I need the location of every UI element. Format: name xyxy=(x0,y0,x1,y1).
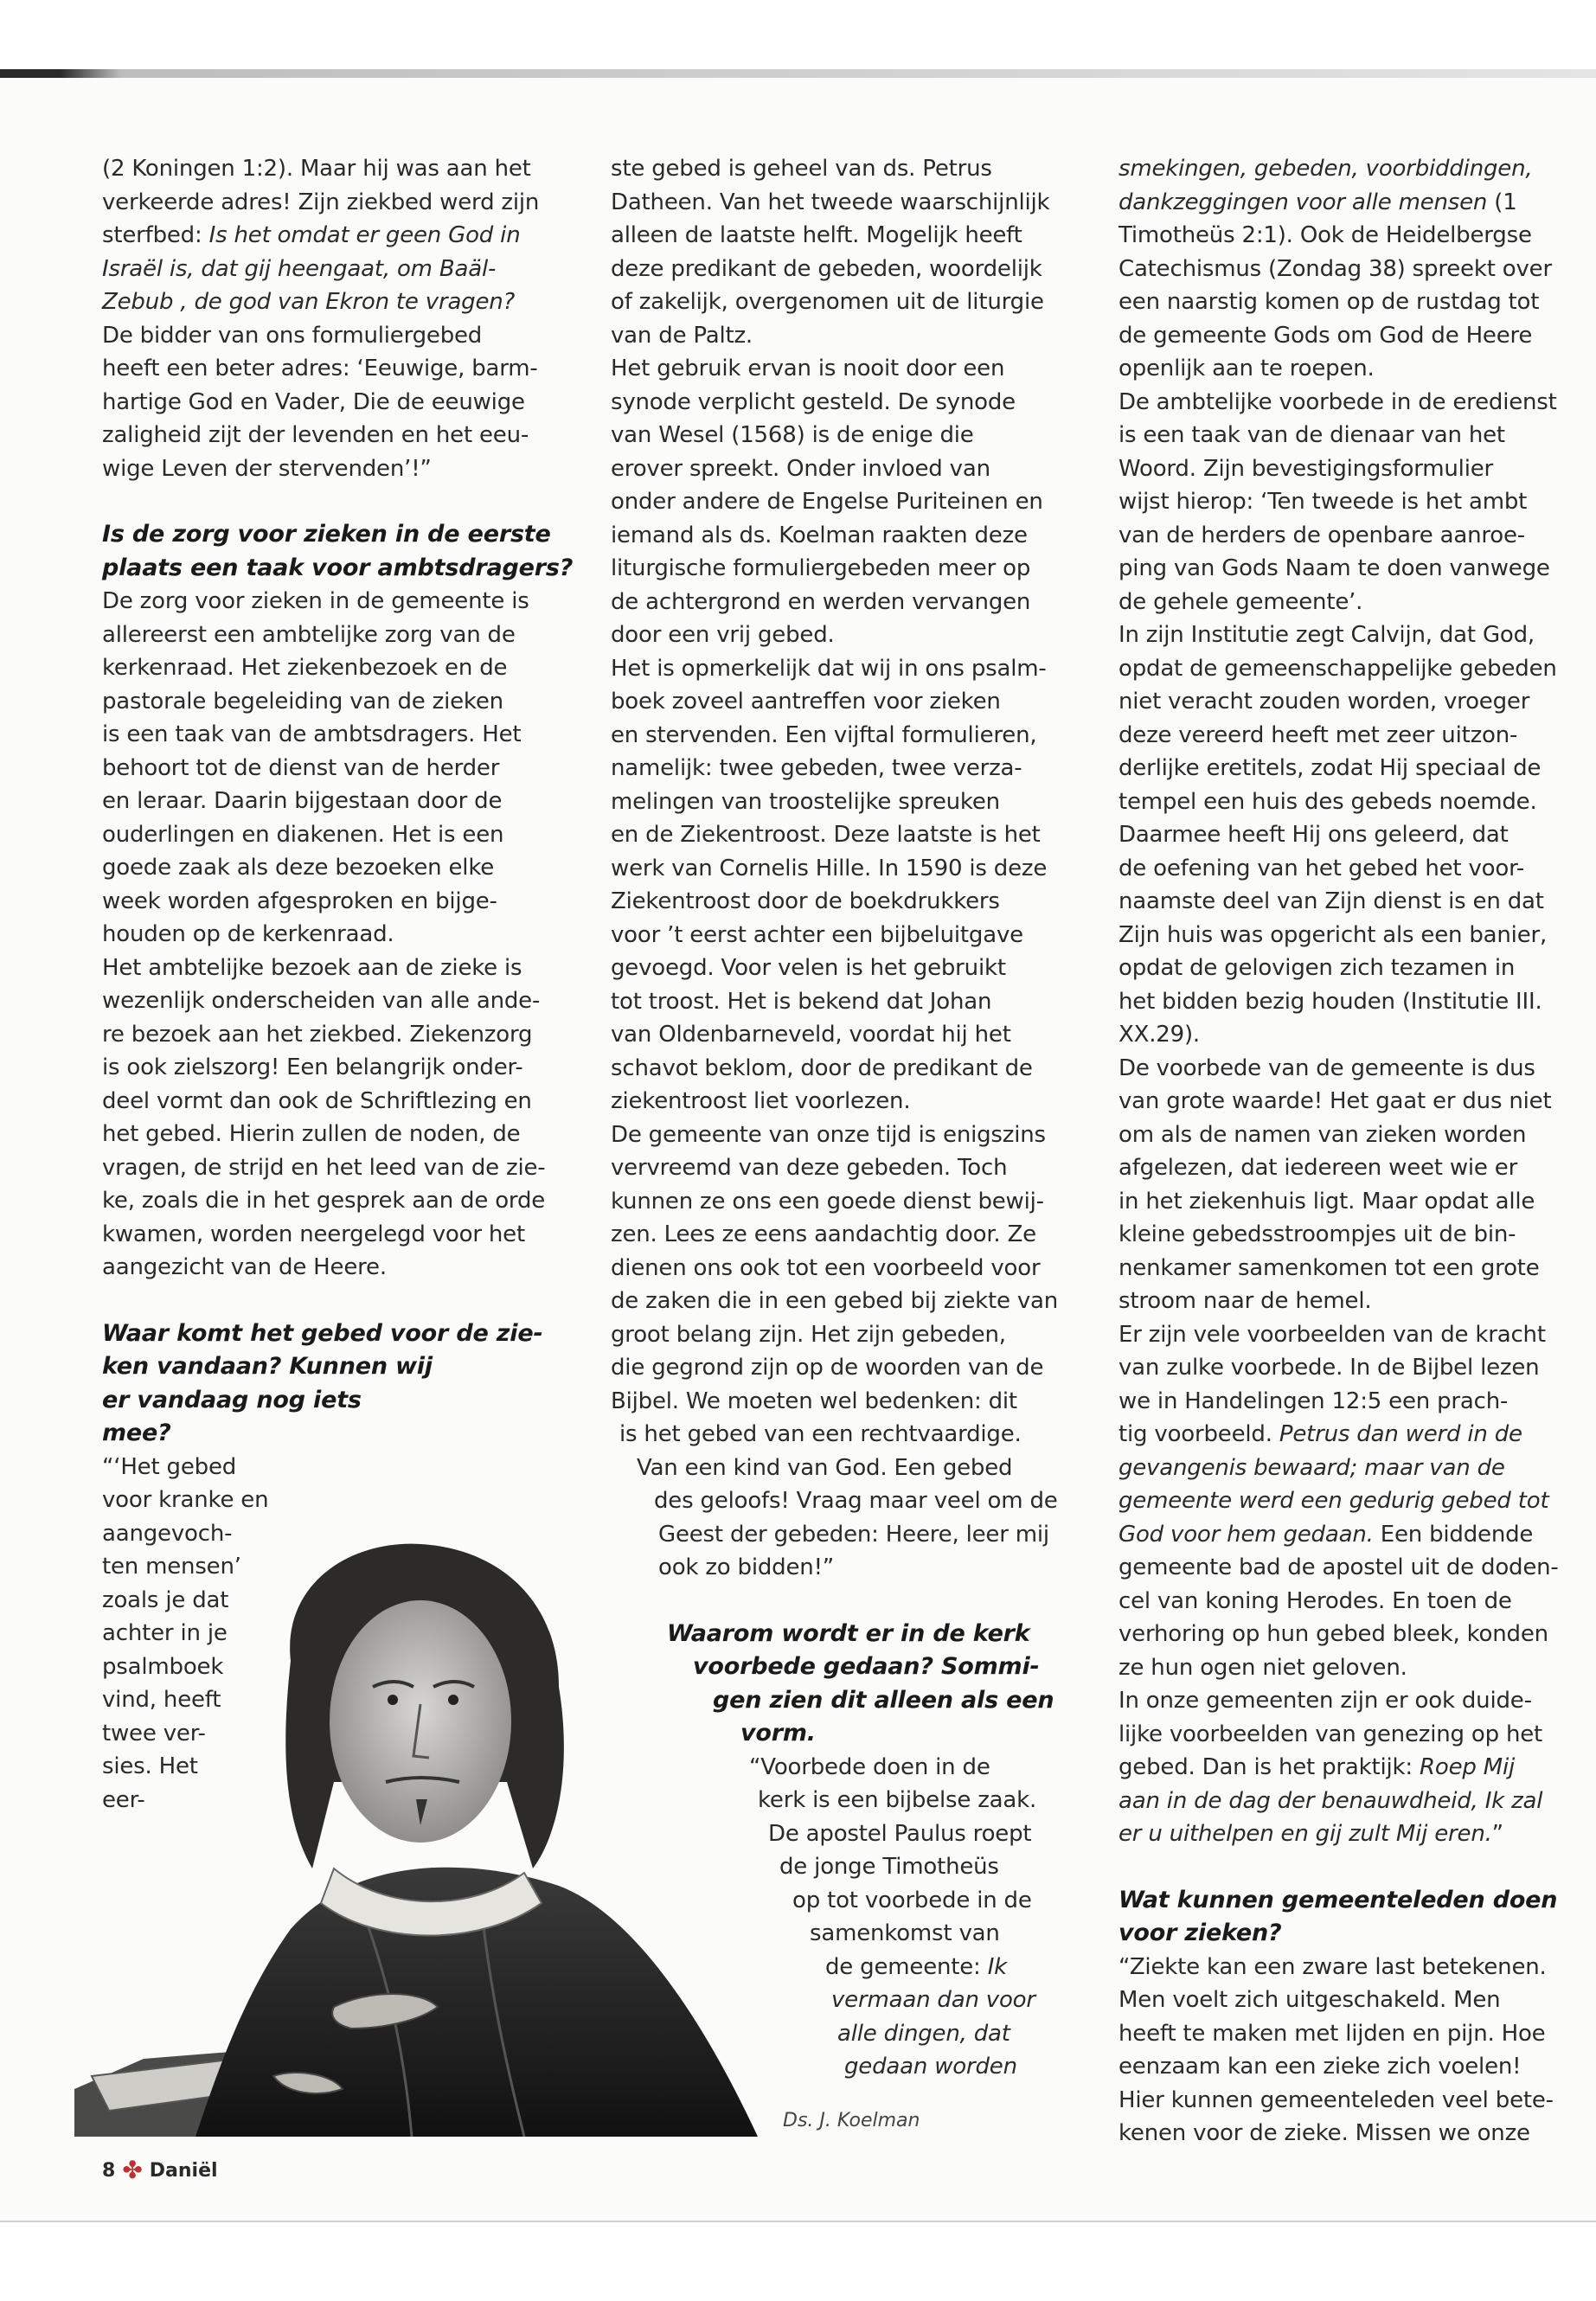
text-line: om als de namen van zieken worden xyxy=(1118,1121,1527,1148)
text-line: gevoegd. Voor velen is het gebruikt xyxy=(611,955,1006,981)
text-line: De gemeente van onze tijd is enigszins xyxy=(611,1121,1046,1148)
text-line: ke, zoals die in het gesprek aan de orde xyxy=(102,1188,546,1214)
text-line: Bijbel. We moeten wel bedenken: dit xyxy=(611,1388,1017,1414)
text-line: gemeente bad de apostel uit de doden- xyxy=(1118,1554,1559,1580)
text-line: deel vormt dan ook de Schriftlezing en xyxy=(102,1087,532,1114)
text-line: van Wesel (1568) is de enige die xyxy=(611,422,974,448)
text-line: voor kranke en xyxy=(102,1487,269,1513)
text-line: alleen de laatste helft. Mogelijk heeft xyxy=(611,222,1022,248)
text-line: vervreemd van deze gebeden. Toch xyxy=(611,1155,1008,1181)
text-line: Het ambtelijke bezoek aan de zieke is xyxy=(102,954,522,981)
text-line: hartige God en Vader, Die de eeuwige xyxy=(102,388,525,415)
text-line: ten mensen’ xyxy=(102,1554,241,1580)
text-line: werk van Cornelis Hille. In 1590 is deze xyxy=(611,855,1048,881)
text-line: het bidden bezig houden (Institutie III. xyxy=(1118,988,1542,1015)
text-line: re bezoek aan het ziekbed. Ziekenzorg xyxy=(102,1021,533,1048)
text-line: aangezicht van de Heere. xyxy=(102,1254,387,1280)
text-line: zen. Lees ze eens aandachtig door. Ze xyxy=(611,1221,1036,1247)
text-line: of zakelijk, overgenomen uit de liturgie xyxy=(611,289,1044,315)
text-line: gedaan worden xyxy=(844,2054,1017,2080)
text-line: schavot beklom, door de predikant de xyxy=(611,1054,1033,1081)
text-line: kenen voor de zieke. Missen we onze xyxy=(1118,2120,1530,2146)
text-line: is ook zielszorg! Een belangrijk onder- xyxy=(102,1054,523,1080)
text-line: wezenlijk onderscheiden van alle ande- xyxy=(102,988,541,1014)
text-line: de achtergrond en werden vervangen xyxy=(611,588,1031,615)
text-line: is het gebed van een rechtvaardige. xyxy=(619,1421,1022,1447)
text-line: kerk is een bijbelse zaak. xyxy=(758,1787,1037,1813)
text-line: (2 Koningen 1:2). Maar hij was aan het xyxy=(102,156,531,182)
column-3 xyxy=(1118,152,1568,2150)
text-line: ouderlingen en diakenen. Het is een xyxy=(102,821,504,848)
text-line: cel van koning Herodes. En toen de xyxy=(1118,1587,1512,1614)
text-line: groot belang zijn. Het zijn gebeden, xyxy=(611,1321,1006,1348)
magazine-name: Daniël xyxy=(149,2159,218,2182)
text-line: melingen van troostelijke spreuken xyxy=(611,788,1000,815)
text-line: gevangenis bewaard; maar van de xyxy=(1118,1454,1505,1481)
text-line: erover spreekt. Onder invloed van xyxy=(611,455,990,482)
text-line: “Ziekte kan een zware last betekenen. xyxy=(1118,1953,1547,1980)
text-line: heeft een beter adres: ‘Eeuwige, barm- xyxy=(102,356,538,381)
text-line: dienen ons ook tot een voorbeeld voor xyxy=(611,1254,1041,1281)
text-line: De zorg voor zieken in de gemeente is xyxy=(102,588,529,614)
text-line: opdat de gelovigen zich tezamen in xyxy=(1118,955,1516,981)
text-line: alle dingen, dat xyxy=(837,2020,1010,2047)
text-line: wijst hierop: ‘Ten tweede is het ambt xyxy=(1118,489,1528,515)
text-line: Zebub , de god van Ekron te vragen? xyxy=(102,289,516,315)
text-line: In zijn Institutie zegt Calvijn, dat God, xyxy=(1118,622,1535,648)
text-line: vragen, de strijd en het leed van de zie- xyxy=(102,1154,546,1181)
text-line: Hier kunnen gemeenteleden veel bete- xyxy=(1118,2086,1554,2113)
portrait-caption: Ds. J. Koelman xyxy=(783,2110,920,2131)
text-line: de zaken die in een gebed bij ziekte van xyxy=(611,1288,1059,1314)
text-line: de gehele gemeente’. xyxy=(1118,588,1363,615)
text-line: is een taak van de dienaar van het xyxy=(1118,422,1505,448)
text-line: en stervenden. Een vijftal formulieren, xyxy=(611,721,1037,748)
text-line: synode verplicht gesteld. De synode xyxy=(611,388,1016,415)
text-line: “‘Het gebed xyxy=(102,1453,237,1480)
text-line: de gemeente Gods om God de Heere xyxy=(1118,322,1533,349)
text-line: samenkomst van xyxy=(810,1920,1000,1946)
text-line: op tot voorbede in de xyxy=(792,1887,1032,1913)
text-line: Men voelt zich uitgeschakeld. Men xyxy=(1118,1987,1501,2013)
text-line: onder andere de Engelse Puriteinen en xyxy=(611,489,1043,515)
section-heading: Waar komt het gebed voor de zie- xyxy=(102,1319,543,1347)
text-line: “Voorbede doen in de xyxy=(749,1753,990,1780)
text-line: De apostel Paulus roept xyxy=(768,1820,1032,1847)
text-line: psalmboek xyxy=(102,1653,224,1680)
section-heading: gen zien dit alleen als een xyxy=(713,1686,1054,1714)
text-line: de oefening van het gebed het voor- xyxy=(1118,855,1525,881)
text-line: Zijn huis was opgericht als een banier, xyxy=(1118,921,1548,948)
text-line: zaligheid zijt der levenden en het eeu- xyxy=(102,422,529,448)
section-heading: voorbede gedaan? Sommi- xyxy=(693,1653,1040,1680)
text-line: stroom naar de hemel. xyxy=(1118,1288,1372,1314)
column-2 xyxy=(611,152,1078,2084)
text-line: Van een kind van God. Een gebed xyxy=(637,1454,1013,1481)
text-line: Israël is, dat gij heengaat, om Baäl- xyxy=(102,255,497,282)
text-line: een naarstig komen op de rustdag tot xyxy=(1118,289,1540,315)
text-line: van de herders de openbare aanroe- xyxy=(1118,522,1525,548)
text-line: het gebed. Hierin zullen de noden, de xyxy=(102,1121,521,1147)
text-line: goede zaak als deze bezoeken elke xyxy=(102,855,495,881)
text-line: Catechismus (Zondag 38) spreekt over xyxy=(1118,255,1552,282)
text-line: In onze gemeenten zijn er ook duide- xyxy=(1118,1688,1532,1714)
text-line: tempel een huis des gebeds noemde. xyxy=(1118,788,1537,815)
text-line: boek zoveel aantreffen voor zieken xyxy=(611,689,1001,715)
text-line: dankzeggingen voor alle mensen (1 xyxy=(1118,189,1517,215)
section-heading: Waarom wordt er in de kerk xyxy=(667,1619,1030,1647)
text-line: is een taak van de ambtsdragers. Het xyxy=(102,721,522,747)
text-line: deze vereerd heeft met zeer uitzon- xyxy=(1118,721,1518,748)
text-line: openlijk aan te roepen. xyxy=(1118,356,1375,381)
text-line: ziekentroost liet voorlezen. xyxy=(611,1088,911,1114)
text-line: van Oldenbarneveld, voordat hij het xyxy=(611,1022,1011,1048)
text-line: Woord. Zijn bevestigingsformulier xyxy=(1118,455,1494,482)
text-line: God voor hem gedaan. Een biddende xyxy=(1118,1521,1534,1548)
text-line: Er zijn vele voorbeelden van de kracht xyxy=(1118,1321,1546,1348)
text-line: eenzaam kan een zieke zich voelen! xyxy=(1118,2054,1522,2080)
text-line: die gegrond zijn op de woorden van de xyxy=(611,1355,1044,1381)
text-line: Het gebruik ervan is nooit door een xyxy=(611,356,1005,381)
text-line: Geest der gebeden: Heere, leer mij xyxy=(658,1521,1049,1548)
text-line: verkeerde adres! Zijn ziekbed werd zijn xyxy=(102,189,540,215)
text-line: De bidder van ons formuliergebed xyxy=(102,322,483,349)
text-line: er u uithelpen en gij zult Mij eren.” xyxy=(1118,1821,1503,1847)
text-line: twee ver- xyxy=(102,1720,206,1747)
text-line: allereerst een ambtelijke zorg van de xyxy=(102,621,516,648)
text-line: behoort tot de dienst van de herder xyxy=(102,754,500,781)
text-line: niet veracht zouden worden, vroeger xyxy=(1118,689,1530,715)
text-line: tig voorbeeld. Petrus dan werd in de xyxy=(1118,1421,1522,1447)
section-heading: ken vandaan? Kunnen wij xyxy=(102,1353,433,1380)
text-line: Datheen. Van het tweede waarschijnlijk xyxy=(611,189,1050,215)
text-line: en de Ziekentroost. Deze laatste is het xyxy=(611,822,1041,848)
text-line: gebed. Dan is het praktijk: Roep Mij xyxy=(1118,1754,1516,1780)
text-line: sterfbed: Is het omdat er geen God in xyxy=(102,222,521,248)
page-number: 8 xyxy=(102,2159,116,2182)
text-line: zoals je dat xyxy=(102,1586,229,1613)
text-line: Timotheüs 2:1). Ook de Heidelbergse xyxy=(1118,222,1532,248)
text-line: kwamen, worden neergelegd voor het xyxy=(102,1221,525,1247)
text-line: pastorale begeleiding van de zieken xyxy=(102,688,503,715)
text-line: vermaan dan voor xyxy=(831,1987,1035,2013)
text-line: afgelezen, dat iedereen weet wie er xyxy=(1118,1155,1518,1181)
page-bottom-edge xyxy=(0,2221,1596,2222)
text-line: wige Leven der stervenden’!” xyxy=(102,455,432,482)
text-line: van grote waarde! Het gaat er dus niet xyxy=(1118,1088,1552,1114)
text-line: de jonge Timotheüs xyxy=(779,1854,999,1880)
text-line: heeft te maken met lijden en pijn. Hoe xyxy=(1118,2020,1546,2047)
text-line: sies. Het xyxy=(102,1753,198,1779)
text-line: iemand als ds. Koelman raakten deze xyxy=(611,522,1028,548)
section-heading: Is de zorg voor zieken in de eerste xyxy=(102,521,551,548)
text-line: nenkamer samenkomen tot een grote xyxy=(1118,1254,1540,1281)
fleur-cross-icon: ✤ xyxy=(122,2156,143,2184)
text-line: XX.29). xyxy=(1118,1022,1200,1048)
text-line: naamste deel van Zijn dienst is en dat xyxy=(1118,888,1544,914)
text-line: we in Handelingen 12:5 een prach- xyxy=(1118,1388,1509,1414)
text-line: Ziekentroost door de boekdrukkers xyxy=(611,888,1000,914)
page-top-edge xyxy=(0,69,1596,78)
text-line: eer- xyxy=(102,1786,145,1813)
text-line: opdat de gemeenschappelijke gebeden xyxy=(1118,655,1557,682)
text-line: verhoring op hun gebed bleek, konden xyxy=(1118,1621,1548,1647)
text-line: door een vrij gebed. xyxy=(611,622,835,648)
text-line: kleine gebedsstroompjes uit de bin- xyxy=(1118,1221,1516,1247)
text-line: vind, heeft xyxy=(102,1687,221,1713)
text-line: Het is opmerkelijk dat wij in ons psalm- xyxy=(611,655,1047,682)
text-line: De ambtelijke voorbede in de eredienst xyxy=(1118,388,1557,415)
text-line: kerkenraad. Het ziekenbezoek en de xyxy=(102,655,508,681)
text-line: namelijk: twee gebeden, twee verza- xyxy=(611,755,1022,781)
text-line: in het ziekenhuis ligt. Maar opdat alle xyxy=(1118,1188,1535,1215)
section-heading: er vandaag nog iets xyxy=(102,1386,362,1413)
text-line: ze hun ogen niet geloven. xyxy=(1118,1654,1407,1681)
text-line: ste gebed is geheel van ds. Petrus xyxy=(611,156,992,182)
text-line: de gemeente: Ik xyxy=(825,1953,1008,1980)
text-line: derlijke eretitels, zodat Hij speciaal de xyxy=(1118,755,1542,781)
text-line: week worden afgesproken en bijge- xyxy=(102,888,497,914)
text-line: De voorbede van de gemeente is dus xyxy=(1118,1054,1535,1081)
text-line: tot troost. Het is bekend dat Johan xyxy=(611,988,992,1015)
text-line: deze predikant de gebeden, woordelijk xyxy=(611,255,1042,282)
text-line: smekingen, gebeden, voorbiddingen, xyxy=(1118,156,1533,182)
text-line: ping van Gods Naam te doen vanwege xyxy=(1118,555,1550,581)
section-heading: plaats een taak voor ambtsdragers? xyxy=(102,554,574,581)
text-line: van de Paltz. xyxy=(611,322,753,349)
section-heading: voor zieken? xyxy=(1118,1920,1282,1946)
text-line: liturgische formuliergebeden meer op xyxy=(611,555,1031,581)
section-heading: vorm. xyxy=(740,1720,816,1747)
text-line: voor ’t eerst achter een bijbeluitgave xyxy=(611,921,1023,948)
text-line: aangevoch- xyxy=(102,1520,233,1547)
section-heading: mee? xyxy=(102,1420,171,1446)
text-line: achter in je xyxy=(102,1620,228,1646)
page-footer xyxy=(102,2158,218,2182)
text-line: en leraar. Daarin bijgestaan door de xyxy=(102,788,503,814)
text-line: Daarmee heeft Hij ons geleerd, dat xyxy=(1118,822,1509,848)
text-line: gemeente werd een gedurig gebed tot xyxy=(1118,1488,1549,1514)
text-line: lijke voorbeelden van genezing op het xyxy=(1118,1721,1543,1747)
text-line: houden op de kerkenraad. xyxy=(102,921,394,947)
text-line: kunnen ze ons een goede dienst bewij- xyxy=(611,1188,1044,1215)
text-line: van zulke voorbede. In de Bijbel lezen xyxy=(1118,1355,1540,1381)
text-line: aan in de dag der benauwdheid, Ik zal xyxy=(1118,1787,1543,1814)
section-heading: Wat kunnen gemeenteleden doen xyxy=(1118,1886,1558,1913)
text-line: ook zo bidden!” xyxy=(658,1554,835,1580)
text-line: des geloofs! Vraag maar veel om de xyxy=(654,1488,1058,1514)
